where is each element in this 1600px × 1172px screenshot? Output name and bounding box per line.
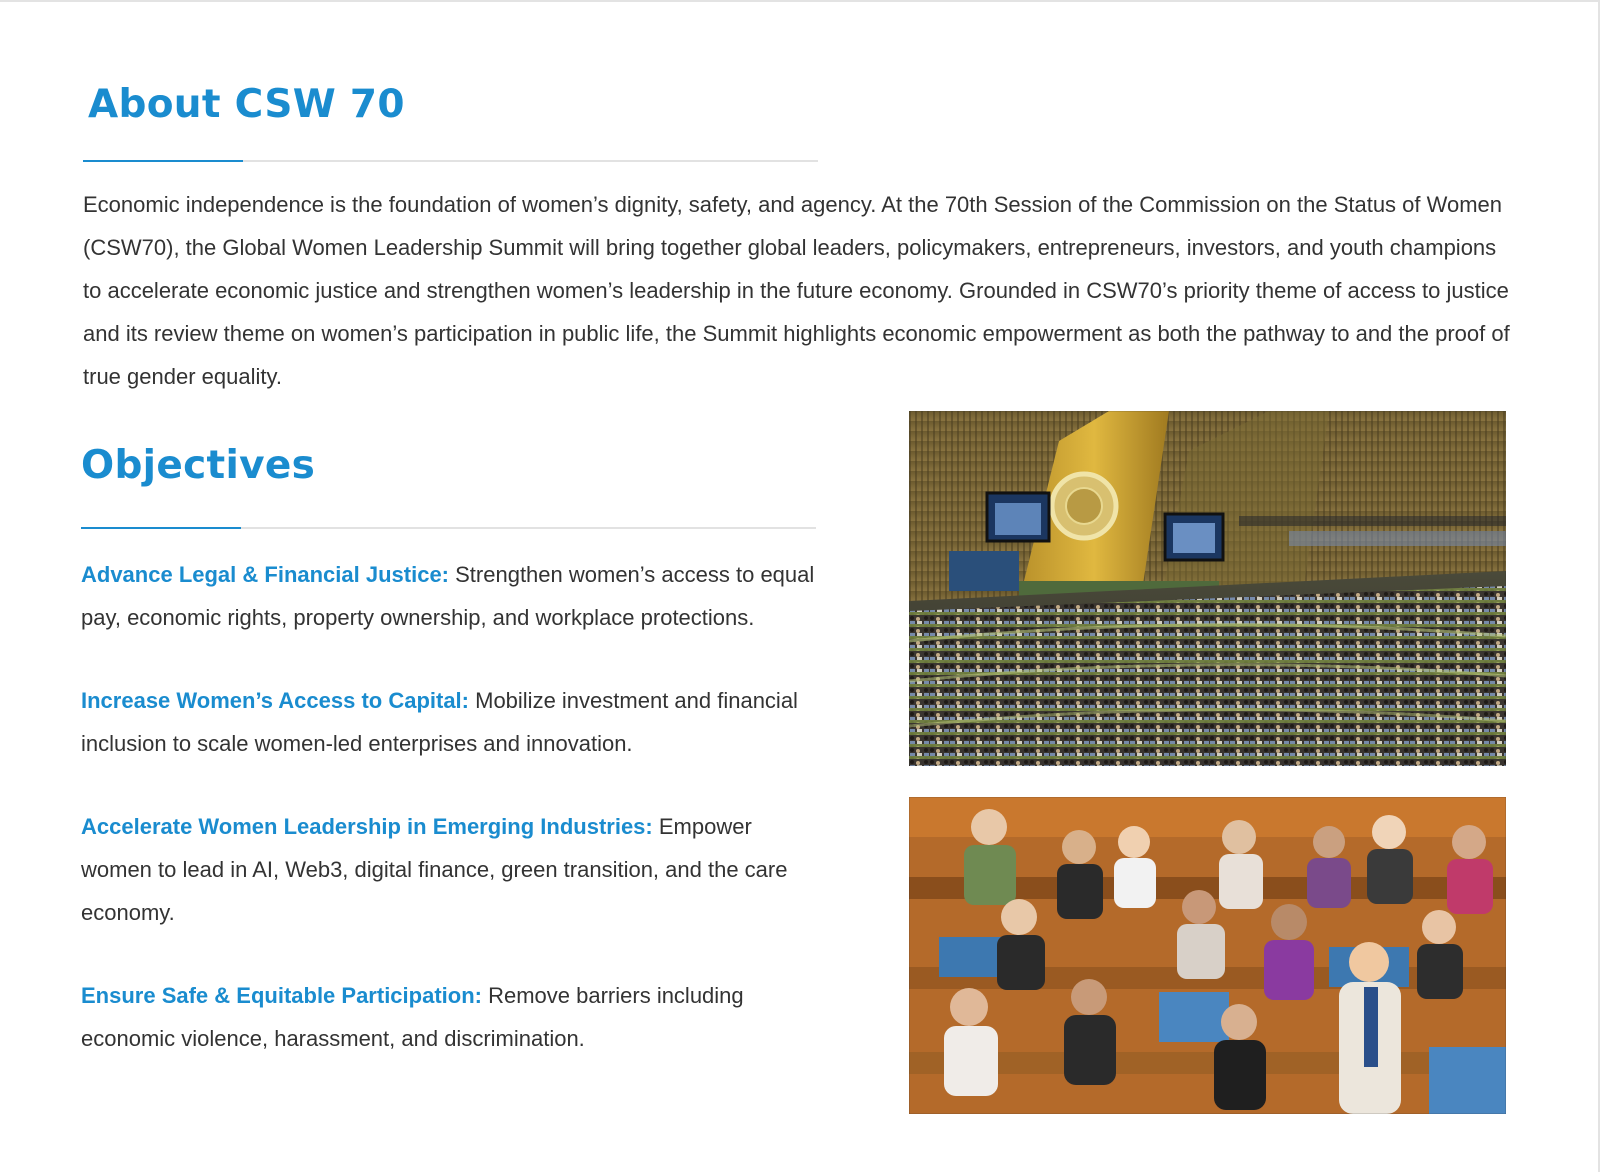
about-divider [83,160,818,162]
objective-lead: Ensure Safe & Equitable Participation: [81,983,482,1008]
objective-item [81,553,826,639]
objectives-divider-accent [81,527,241,529]
objective-item [81,679,826,765]
objective-lead: Accelerate Women Leadership in Emerging Industries: [81,814,653,839]
general-assembly-hall-photo [909,411,1506,766]
about-body: Economic independence is the foundation of women’s dignity, safety, and agency. At the 70th Session of the Commission on the Status of Women (CSW70), the Global Women Leadership Summit will bring together global leaders, policymakers, entrepreneurs, investors, and youth champions to accelerate economic justice and strengthen women’s leadership in the future economy. Grounded in CSW70’s priority theme of access to justice and its review theme on women’s participation in public life, the Summit highlights economic empowerment as both the pathway to and the proof of true gender equality. [83,192,1510,389]
objective-item [81,974,826,1060]
objective-text: Strengthen women’s access to equal pay, economic rights, property ownership, and workplace protections. [81,562,815,630]
page-top-border [0,0,1600,2]
objective-text: Mobilize investment and financial inclusion to scale women-led enterprises and innovation. [81,688,798,756]
about-title: About CSW 70 [88,82,405,127]
delegates-applauding-image [909,797,1506,1114]
general-assembly-hall-image [909,411,1506,766]
objective-text: Remove barriers including economic violence, harassment, and discrimination. [81,983,744,1051]
objective-item [81,805,826,934]
objectives-divider [81,527,816,529]
delegates-applauding-photo [909,797,1506,1114]
about-divider-accent [83,160,243,162]
objective-text: Empower women to lead in AI, Web3, digital finance, green transition, and the care economy. [81,814,788,925]
objectives-title: Objectives [81,443,316,488]
objectives-list [81,553,826,1100]
objective-lead: Advance Legal & Financial Justice: [81,562,450,587]
objective-lead: Increase Women’s Access to Capital: [81,688,469,713]
